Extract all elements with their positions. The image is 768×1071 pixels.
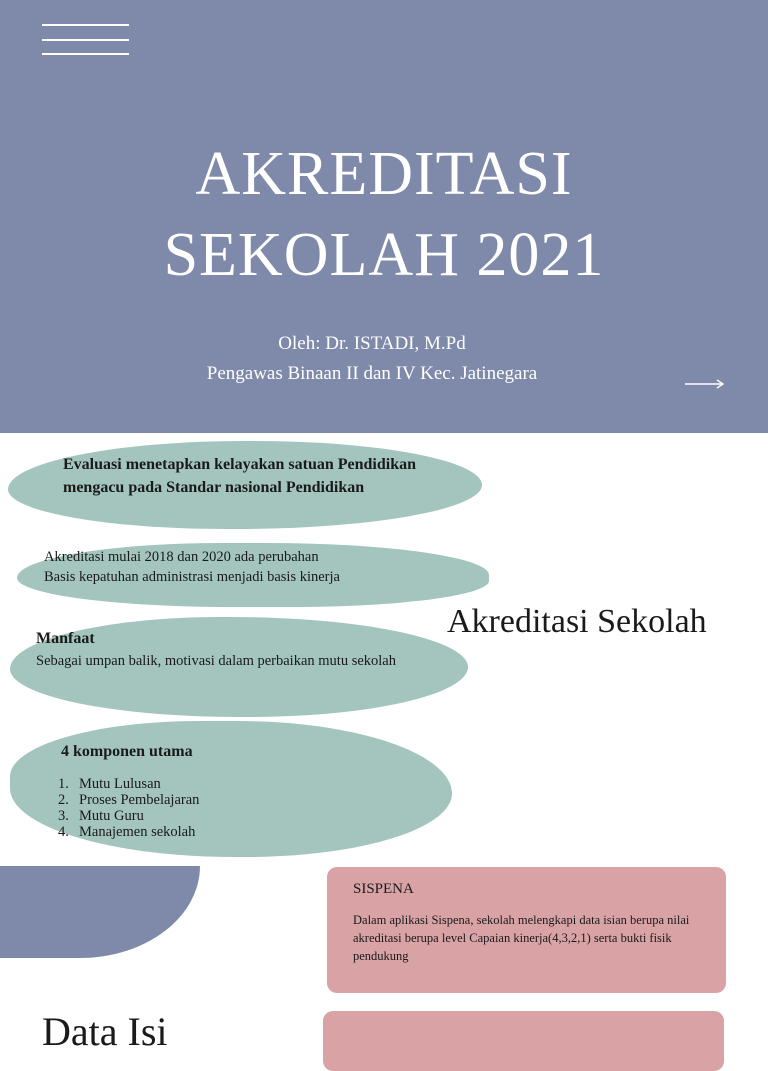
title-slide [0,0,768,433]
komponen-list [58,776,199,840]
bottom-title: Data Isi [42,1009,168,1054]
slide-title-line1: AKREDITASI [195,140,573,208]
second-card [323,1011,724,1071]
perubahan-line1: Akreditasi mulai 2018 dan 2020 ada perubahan [44,549,319,565]
manfaat-heading: Manfaat [36,630,95,647]
card-body: Dalam aplikasi Sispena, sekolah melengkapi data isian berupa nilai akreditasi berupa level Capaian kinerja(4,3,2,1) serta bukti fisik pendukung [353,913,690,963]
arrow-right-icon [685,372,727,392]
decorative-shape [0,866,200,958]
card-title: SISPENA [353,881,414,897]
perubahan-text [44,547,464,587]
list-item: 4. Manajemen sekolah [58,824,196,840]
slide-title-line2: SEKOLAH 2021 [163,221,605,289]
side-title: Akreditasi Sekolah [447,603,707,640]
list-item: 3. Mutu Guru [58,808,144,824]
akreditasi-slide [0,433,768,866]
menu-lines-icon [42,24,129,56]
position-text: Pengawas Binaan II dan IV Kec. Jatinegara [206,363,538,384]
author-text: Oleh: Dr. ISTADI, M.Pd [278,333,466,354]
manfaat-text: Sebagai umpan balik, motivasi dalam perbaikan mutu sekolah [36,653,396,669]
sispena-card [327,867,726,993]
list-item: 1. Mutu Lulusan [58,776,161,792]
perubahan-line2: Basis kepatuhan administrasi menjadi basis kinerja [44,569,340,585]
sispena-slide [0,866,768,1054]
evaluasi-text: Evaluasi menetapkan kelayakan satuan Pendidikan mengacu pada Standar nasional Pendidikan [63,456,416,496]
komponen-heading: 4 komponen utama [61,743,193,760]
list-item: 2. Proses Pembelajaran [58,792,200,808]
